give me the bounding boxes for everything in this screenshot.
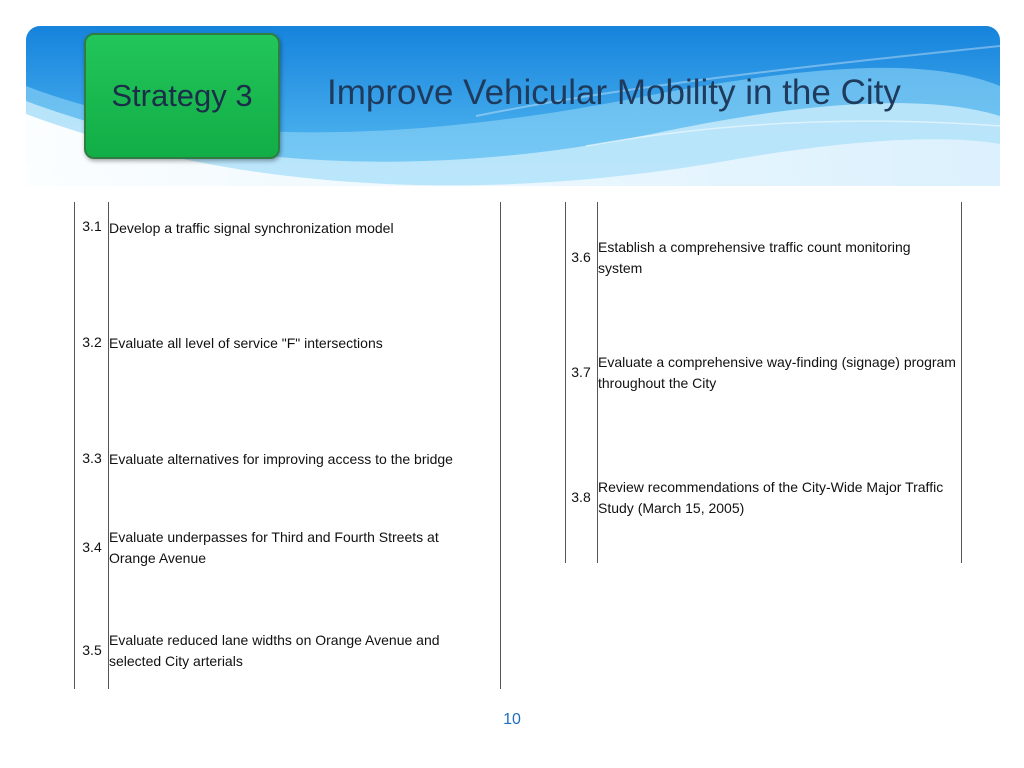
item-text: Evaluate reduced lane widths on Orange Avenue and selected City arterials bbox=[109, 632, 440, 669]
strategy-badge bbox=[84, 33, 280, 159]
item-text: Evaluate all level of service "F" intersections bbox=[109, 335, 383, 351]
item-text: Evaluate a comprehensive way-finding (signage) program throughout the City bbox=[598, 354, 956, 391]
item-text: Review recommendations of the City-Wide Major Traffic Study (March 15, 2005) bbox=[598, 479, 944, 516]
right-table bbox=[565, 202, 963, 563]
left-table bbox=[74, 202, 502, 689]
table-border bbox=[500, 202, 501, 689]
table-border bbox=[74, 202, 75, 689]
item-number: 3.1 bbox=[82, 218, 102, 234]
item-number: 3.4 bbox=[82, 539, 102, 555]
item-text: Develop a traffic signal synchronization model bbox=[109, 220, 394, 236]
strategy-badge-label: Strategy 3 bbox=[111, 78, 253, 113]
page-number: 10 bbox=[503, 711, 521, 728]
item-number: 3.2 bbox=[82, 334, 102, 350]
item-text: Evaluate alternatives for improving access to the bridge bbox=[109, 451, 453, 467]
item-number: 3.7 bbox=[571, 364, 591, 380]
item-number: 3.6 bbox=[571, 249, 591, 265]
item-number: 3.8 bbox=[571, 489, 591, 505]
table-border bbox=[108, 202, 109, 689]
item-text: Evaluate underpasses for Third and Fourth Streets at Orange Avenue bbox=[109, 529, 439, 566]
table-border bbox=[565, 202, 566, 563]
item-number: 3.5 bbox=[82, 642, 102, 658]
table-border bbox=[961, 202, 962, 563]
item-number: 3.3 bbox=[82, 450, 102, 466]
slide-title: Improve Vehicular Mobility in the City bbox=[327, 73, 901, 112]
item-text: Establish a comprehensive traffic count monitoring system bbox=[598, 239, 911, 276]
